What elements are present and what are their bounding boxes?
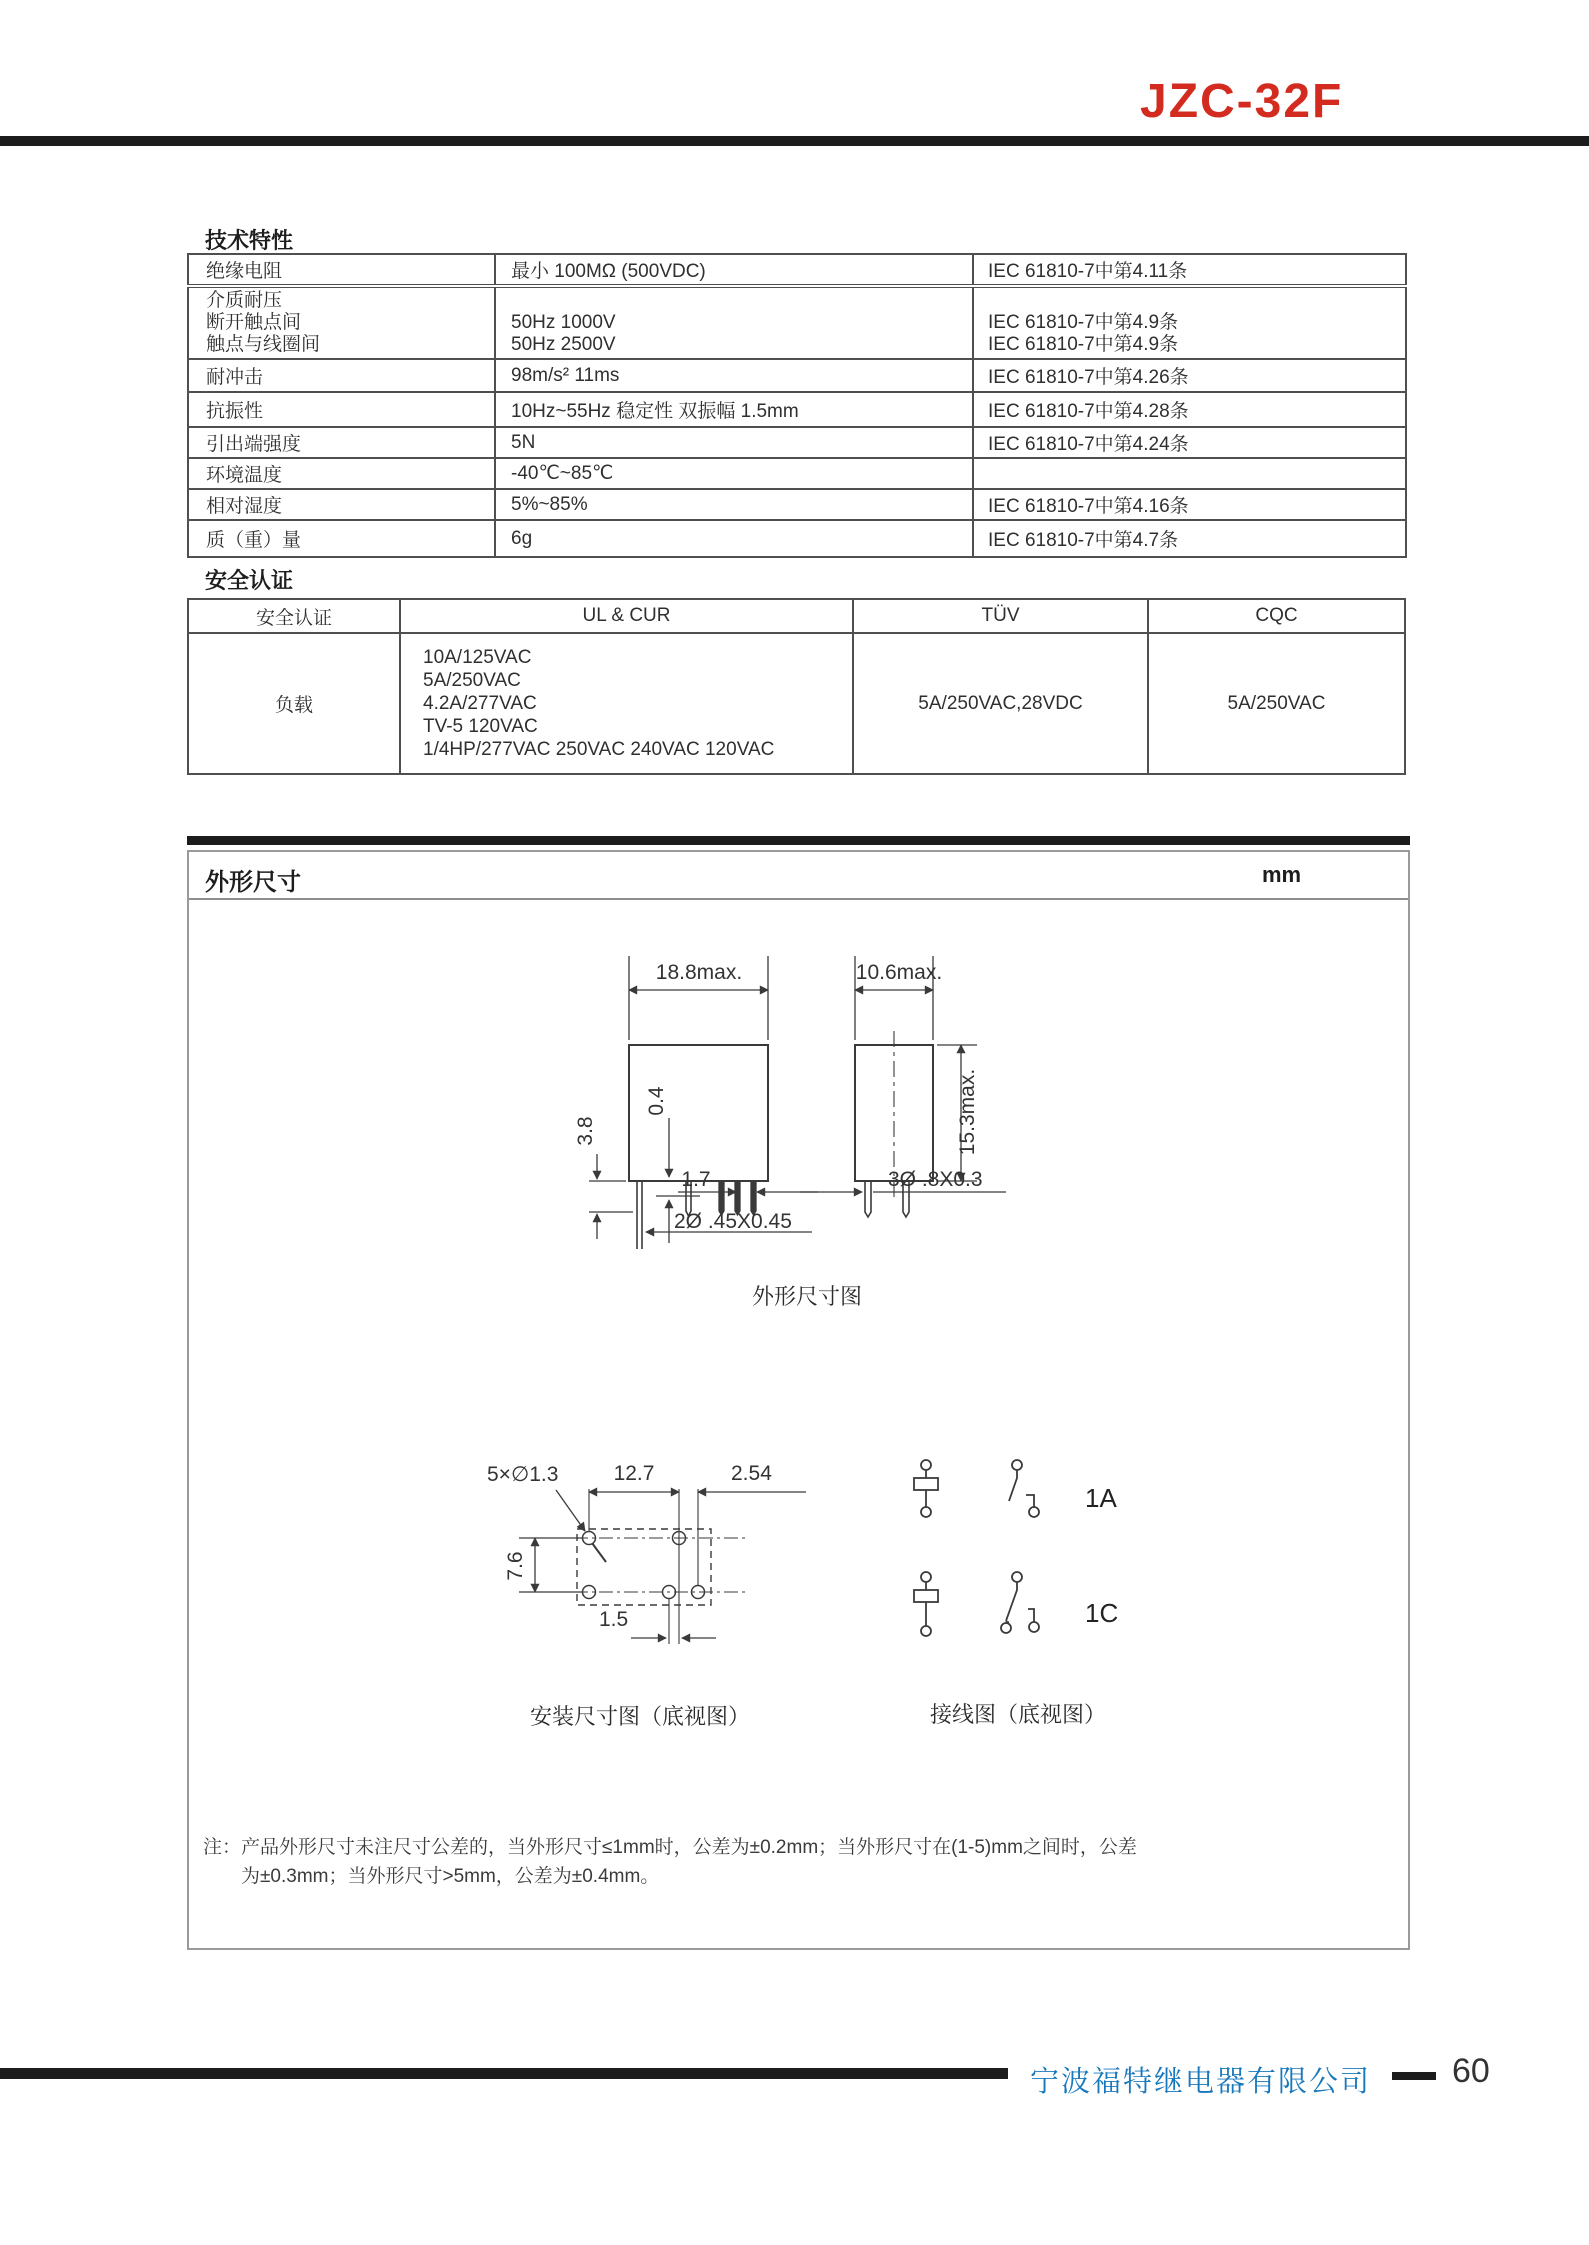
rating-line: TV-5 120VAC [423, 716, 538, 737]
tolerance-note-line1: 注：产品外形尺寸未注尺寸公差的，当外形尺寸≤1mm时，公差为±0.2mm；当外形尺寸在(1-5)mm之间时，公差 [203, 1837, 1137, 1858]
rating-line: 5A/250VAC [423, 670, 521, 691]
safety-tuv-rating: 5A/250VAC,28VDC [853, 633, 1148, 774]
tech-value: -40℃~85℃ [495, 458, 973, 489]
tech-standard-line [988, 290, 1404, 312]
table-row [188, 520, 1406, 557]
tech-standard: IEC 61810-7中第4.24条 [973, 427, 1406, 458]
tech-standard: IEC 61810-7中第4.11条 [973, 254, 1406, 286]
table-row [188, 599, 1405, 633]
tech-value: 5N [495, 427, 973, 458]
dim-label-mount-holes: 5×∅1.3 [487, 1463, 559, 1486]
tech-value: 6g [495, 520, 973, 557]
footer-company-name: 宁波福特继电器有限公司 [1030, 2066, 1372, 2098]
tolerance-note-line2: 为±0.3mm；当外形尺寸>5mm，公差为±0.4mm。 [241, 1866, 660, 1887]
tech-table [187, 253, 1407, 558]
tech-standard-line: IEC 61810-7中第4.9条 [988, 334, 1179, 355]
safety-col-header: 安全认证 [188, 599, 400, 633]
safety-load-label: 负载 [188, 633, 400, 774]
coil-symbol-1a [914, 1460, 938, 1517]
dim-label-mount-pitch-y: 7.6 [504, 1551, 527, 1581]
dim-label-side-height: 15.3max. [956, 1068, 979, 1156]
dim-label-mount-offset: 1.5 [599, 1608, 629, 1631]
wiring-diagram [914, 1460, 1039, 1636]
safety-heading: 安全认证 [205, 568, 294, 593]
table-row [188, 458, 1406, 489]
tech-name: 质（重）量 [188, 520, 495, 557]
tech-name: 环境温度 [188, 458, 495, 489]
contact-symbol-1a [1009, 1460, 1039, 1517]
dim-label-pin-pitch: 1.7 [681, 1168, 711, 1191]
tech-name: 相对湿度 [188, 489, 495, 520]
tech-standard-line: IEC 61810-7中第4.9条 [988, 312, 1179, 333]
dim-label-side-width: 10.6max. [855, 961, 943, 984]
tech-standard [973, 286, 1406, 359]
dim-label-standoff: 0.4 [645, 1086, 668, 1116]
tech-name-line: 介质耐压 [206, 290, 283, 311]
outline-drawings [189, 900, 1408, 1944]
tech-value: 10Hz~55Hz 稳定性 双振幅 1.5mm [495, 392, 973, 427]
coil-symbol-1c [914, 1572, 938, 1636]
dim-label-front-width: 18.8max. [655, 961, 743, 984]
rating-line: 10A/125VAC [423, 647, 532, 668]
tech-name [188, 286, 495, 359]
tech-name: 绝缘电阻 [188, 254, 495, 286]
footer-dash [1392, 2072, 1436, 2080]
tech-standard: IEC 61810-7中第4.7条 [973, 520, 1406, 557]
tech-name: 引出端强度 [188, 427, 495, 458]
dim-label-side-pin-spec: 3Ø .8X0.3 [888, 1168, 983, 1191]
table-row [188, 359, 1406, 392]
table-row [188, 489, 1406, 520]
wiring-diagram-caption: 接线图（底视图） [929, 1702, 1106, 1727]
tech-name: 耐冲击 [188, 359, 495, 392]
outline-section-rule [187, 836, 1410, 845]
tech-value: 5%~85% [495, 489, 973, 520]
front-view-drawing [589, 956, 818, 1249]
dim-label-mount-pitch-x2: 2.54 [731, 1462, 772, 1485]
tech-standard: IEC 61810-7中第4.16条 [973, 489, 1406, 520]
tech-standard [973, 458, 1406, 489]
tech-standard: IEC 61810-7中第4.28条 [973, 392, 1406, 427]
footer-rule [0, 2068, 1008, 2079]
table-row [188, 254, 1406, 286]
rating-line: 4.2A/277VAC [423, 693, 537, 714]
header-rule [0, 136, 1589, 146]
dim-label-mount-pitch-x: 12.7 [613, 1462, 655, 1485]
footer-page-number: 60 [1452, 2052, 1490, 2090]
tech-value-line [511, 290, 971, 312]
tech-value-line: 50Hz 1000V [511, 312, 616, 333]
tech-value: 最小 100MΩ (500VDC) [495, 254, 973, 286]
rating-line: 1/4HP/277VAC 250VAC 240VAC 120VAC [423, 739, 775, 760]
safety-col-header: CQC [1148, 599, 1405, 633]
outline-drawing-caption: 外形尺寸图 [751, 1284, 862, 1309]
outline-heading: 外形尺寸 [205, 869, 301, 896]
safety-col-header: TÜV [853, 599, 1148, 633]
safety-table [187, 598, 1406, 775]
contact-form-label-1c: 1C [1085, 1598, 1119, 1628]
tech-name: 抗振性 [188, 392, 495, 427]
dim-label-front-pin-spec: 2Ø .45X0.45 [674, 1210, 792, 1233]
safety-cqc-rating: 5A/250VAC [1148, 633, 1405, 774]
safety-ul-ratings [400, 633, 853, 774]
mounting-view-drawing [519, 1489, 806, 1644]
tech-value-line: 50Hz 2500V [511, 334, 616, 355]
outline-unit-label: mm [1262, 862, 1302, 887]
tech-name-line: 触点与线圈间 [206, 334, 321, 355]
contact-form-label-1a: 1A [1085, 1483, 1117, 1513]
tech-value [495, 286, 973, 359]
mounting-drawing-caption: 安装尺寸图（底视图） [529, 1704, 750, 1729]
tech-value: 98m/s² 11ms [495, 359, 973, 392]
safety-col-header: UL & CUR [400, 599, 853, 633]
dim-label-pin-seat: 3.8 [574, 1116, 597, 1146]
contact-symbol-1c [1001, 1572, 1039, 1633]
table-row [188, 427, 1406, 458]
table-row [188, 392, 1406, 427]
page-title: JZC-32F [1140, 75, 1344, 128]
tech-standard: IEC 61810-7中第4.26条 [973, 359, 1406, 392]
table-row [188, 633, 1405, 774]
table-row [188, 286, 1406, 359]
tech-heading: 技术特性 [205, 228, 294, 253]
tech-name-line: 断开触点间 [206, 312, 302, 333]
